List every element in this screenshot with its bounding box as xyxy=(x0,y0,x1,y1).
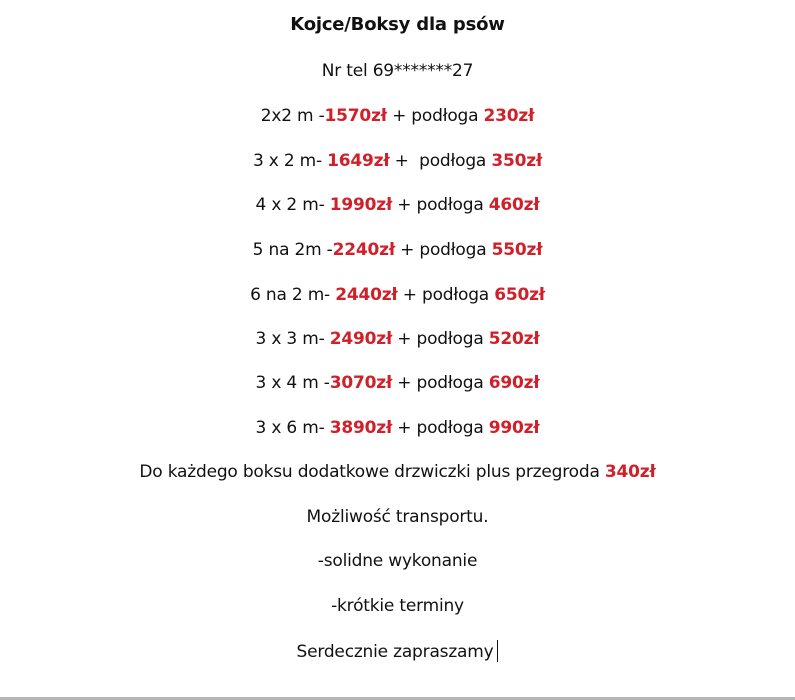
extra-door-line xyxy=(0,462,795,482)
floor-price: 350zł xyxy=(491,151,543,171)
box-price: 1570zł xyxy=(324,106,387,126)
price-row xyxy=(0,106,795,126)
closing-text: Serdecznie zapraszamy xyxy=(296,642,494,662)
floor-label: + podłoga xyxy=(392,373,489,393)
price-row xyxy=(0,418,795,438)
price-row xyxy=(0,285,795,305)
box-price: 1990zł xyxy=(329,195,393,215)
box-price: 2490zł xyxy=(329,329,393,349)
box-price: 3890zł xyxy=(329,418,393,438)
box-size: 3 x 6 m- xyxy=(255,418,330,438)
floor-price: 230zł xyxy=(483,106,535,126)
floor-price: 990zł xyxy=(488,418,540,438)
box-size: 3 x 3 m- xyxy=(255,329,330,349)
floor-price: 690zł xyxy=(488,373,540,393)
floor-label: + podłoga xyxy=(389,151,492,171)
extra-text: Do każdego boksu dodatkowe drzwiczki plus przegroda xyxy=(139,462,605,482)
text-cursor xyxy=(497,640,498,662)
box-size: 5 na 2m - xyxy=(252,240,333,260)
box-size: 3 x 2 m- xyxy=(252,151,328,171)
feature-deadlines: -krótkie terminy xyxy=(331,596,464,616)
box-size: 6 na 2 m- xyxy=(250,285,336,305)
box-price: 2240zł xyxy=(332,240,395,260)
closing-line[interactable] xyxy=(0,640,795,662)
floor-label: + podłoga xyxy=(392,195,489,215)
floor-label: + podłoga xyxy=(386,106,484,126)
floor-label: + podłoga xyxy=(397,285,495,305)
box-size: 3 x 4 m - xyxy=(255,373,330,393)
floor-price: 650zł xyxy=(494,285,545,305)
floor-label: + podłoga xyxy=(394,240,492,260)
price-row xyxy=(0,373,795,393)
transport-line: Możliwość transportu. xyxy=(306,507,489,527)
price-row xyxy=(0,240,795,260)
phone-number: Nr tel 69*******27 xyxy=(321,61,474,81)
box-price: 2440zł xyxy=(335,285,398,305)
floor-price: 520zł xyxy=(488,329,540,349)
price-row xyxy=(0,151,795,171)
floor-price: 550zł xyxy=(491,240,543,260)
price-row xyxy=(0,195,795,215)
price-row xyxy=(0,329,795,349)
floor-label: + podłoga xyxy=(392,418,489,438)
feature-quality: -solidne wykonanie xyxy=(317,551,478,571)
box-size: 4 x 2 m- xyxy=(255,195,330,215)
extra-price: 340zł xyxy=(604,462,656,482)
box-size: 2x2 m - xyxy=(260,106,325,126)
floor-price: 460zł xyxy=(488,195,540,215)
floor-label: + podłoga xyxy=(392,329,489,349)
document-title: Kojce/Boksy dla psów xyxy=(290,14,505,35)
box-price: 3070zł xyxy=(329,373,393,393)
box-price: 1649zł xyxy=(327,151,390,171)
